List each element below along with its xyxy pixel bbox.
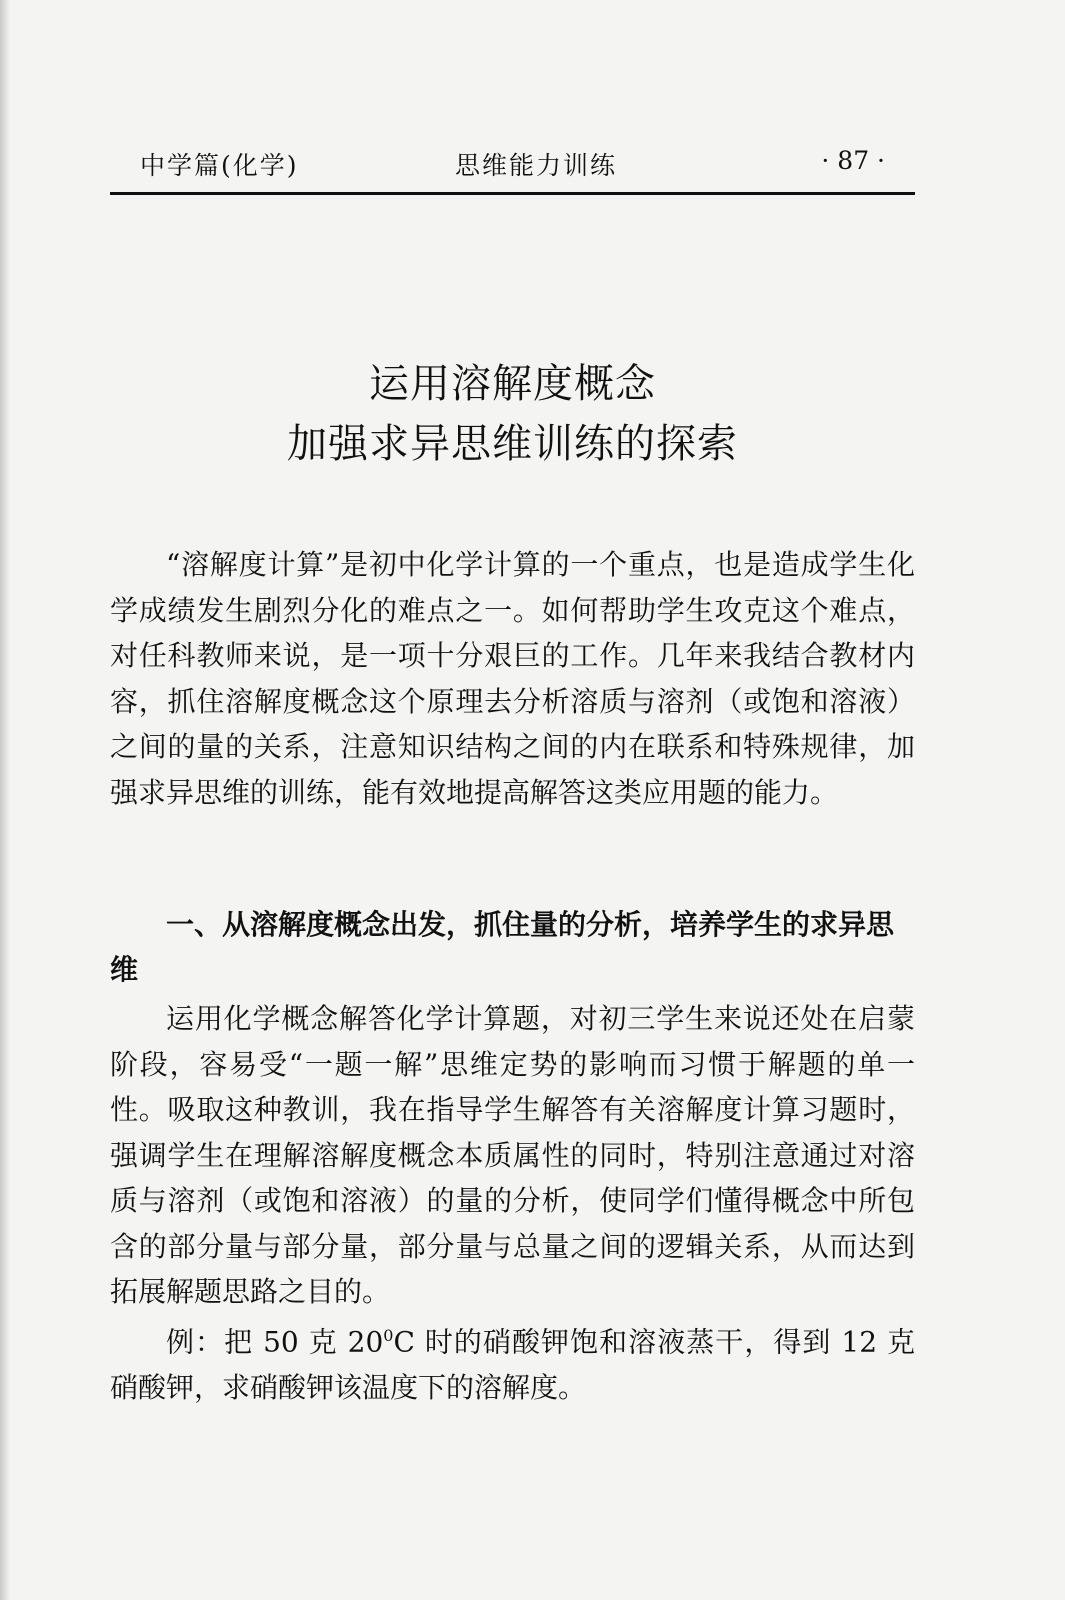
header-series-title: 思维能力训练 [455,151,618,180]
header-section-label: 中学篇(化学) [140,151,299,180]
page-number: · 87 · [821,146,885,175]
example-paragraph [110,1313,915,1410]
running-header [110,140,915,195]
section-body-text: 运用化学概念解答化学计算题，对初三学生来说还处在启蒙阶段，容易受“一题一解”思维定势的影响而习惯于解题的单一性。吸取这种教训，我在指导学生解答有关溶解度计算习题时，强调学生在理解溶解度概念本质属性的同时，特别注意通过对溶质与溶剂（或饱和溶液）的量的分析，使同学们懂得概念中所包含的部分量与部分量，部分量与总量之间的逻辑关系，从而达到拓展解题思路之目的。 [110,1002,915,1308]
section-heading: 一、从溶解度概念出发，抓住量的分析，培养学生的求异思维 [110,908,895,986]
degree-superscript: 0 [383,1326,394,1345]
example-text-start: 例：把 50 克 20 [166,1325,384,1359]
article-title-line1: 运用溶解度概念 [369,361,656,407]
section-body-paragraph [110,996,915,1315]
page-spine-shadow [0,0,10,1600]
intro-paragraph [110,542,915,815]
example-text [110,1313,915,1410]
intro-text: “溶解度计算”是初中化学计算的一个重点，也是造成学生化学成绩发生剧烈分化的难点之一。如何帮助学生攻克这个难点，对任科教师来说，是一项十分艰巨的工作。几年来我结合教材内容，抓住溶解度概念这个原理去分析溶质与溶剂（或饱和溶液）之间的量的关系，注意知识结构之间的内在联系和特殊规律，加强求异思维的训练，能有效地提高解答这类应用题的能力。 [110,548,915,809]
example-text-end: C 时的硝酸钾饱和溶液蒸干，得到 12 克硝酸钾，求硝酸钾该温度下的溶解度。 [110,1325,915,1404]
article-title-line2: 加强求异思维训练的探索 [287,421,738,467]
